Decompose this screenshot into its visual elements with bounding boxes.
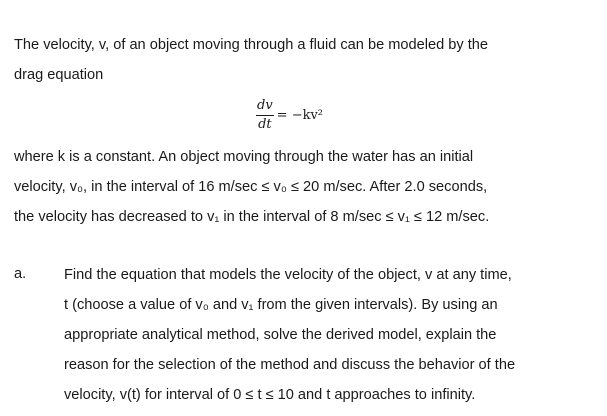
item-a-label: a. bbox=[14, 266, 27, 282]
equation-rhs: = −kv² bbox=[276, 107, 324, 123]
item-a-line-1: Find the equation that models the velocity of the object, v at any time, bbox=[64, 267, 512, 283]
item-a-line-4: reason for the selection of the method and discuss the behavior of the bbox=[64, 357, 516, 373]
intro-line-1: The velocity, v, of an object moving through a fluid can be modeled by the bbox=[14, 37, 489, 53]
drag-equation bbox=[256, 94, 323, 136]
intro-line-2: drag equation bbox=[14, 67, 104, 83]
body-line-2: velocity, v₀, in the interval of 16 m/sec ≤ v₀ ≤ 20 m/sec. After 2.0 seconds, bbox=[14, 179, 488, 195]
body-line-3: the velocity has decreased to v₁ in the interval of 8 m/sec ≤ v₁ ≤ 12 m/sec. bbox=[14, 209, 490, 225]
item-a-line-3: appropriate analytical method, solve the derived model, explain the bbox=[64, 327, 497, 343]
fraction-numerator: dv bbox=[256, 98, 274, 116]
body-line-1: where k is a constant. An object moving through the water has an initial bbox=[14, 149, 474, 165]
fraction-denominator: dt bbox=[258, 116, 272, 132]
derivative-fraction bbox=[256, 98, 274, 133]
item-a-line-2: t (choose a value of v₀ and v₁ from the given intervals). By using an bbox=[64, 297, 498, 313]
item-a-line-5: velocity, v(t) for interval of 0 ≤ t ≤ 10 and t approaches to infinity. bbox=[64, 387, 476, 403]
